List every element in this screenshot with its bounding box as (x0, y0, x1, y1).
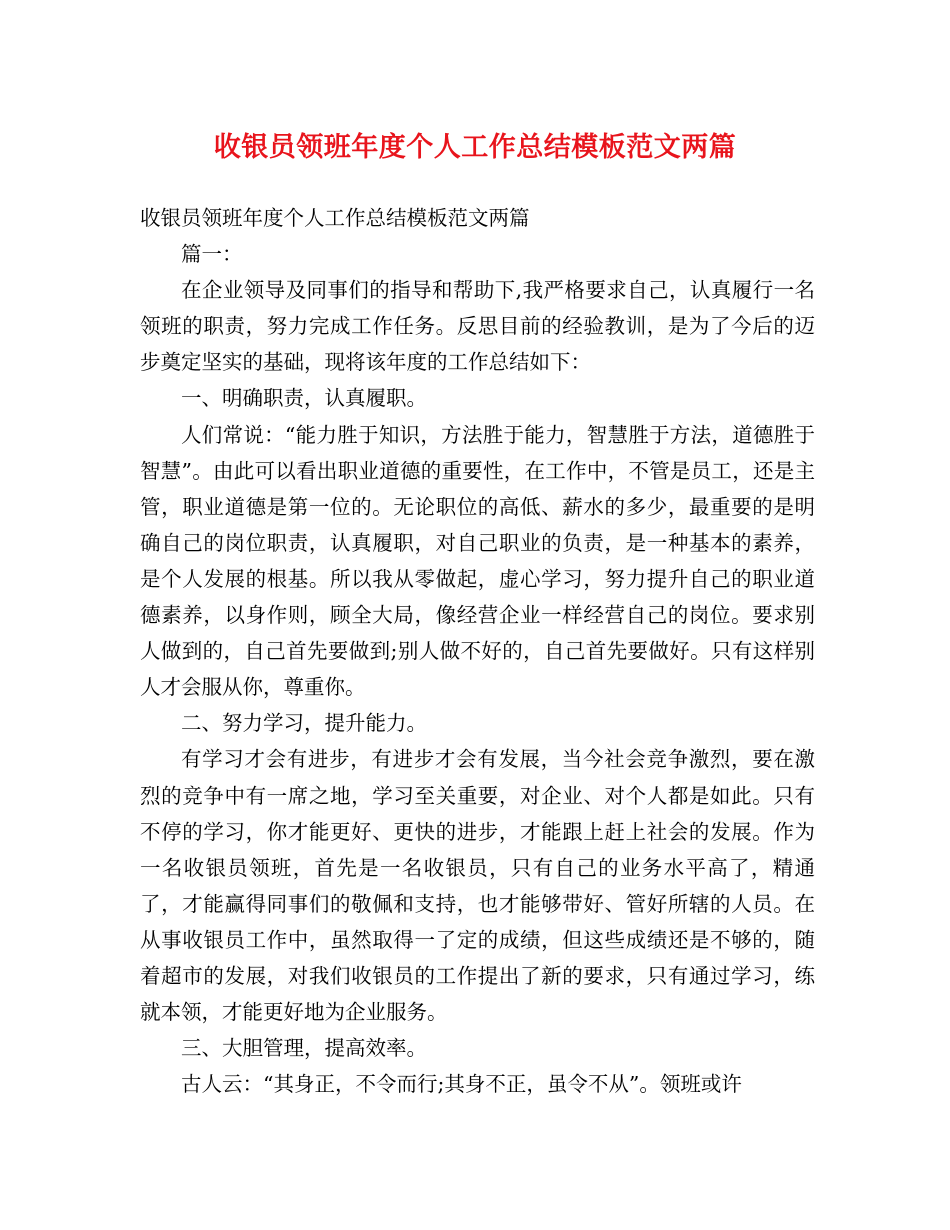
paragraph-section-3: 古人云：“其身正，不令而行;其身不正，虽令不从”。领班或许 (181, 1072, 742, 1097)
document-subtitle: 收银员领班年度个人工作总结模板范文两篇 (140, 206, 530, 230)
paragraph-intro: 在企业领导及同事们的指导和帮助下,我严格要求自己，认真履行一名领班的职责，努力完成工作任务。反思目前的经验教训，是为了今后的迈步奠定坚实的基础，现将该年度的工作总结如下： (140, 278, 815, 375)
paragraph-section-1: 人们常说：“能力胜于知识，方法胜于能力，智慧胜于方法，道德胜于智慧”。由此可以看出职业道德的重要性，在工作中，不管是员工，还是主管，职业道德是第一位的。无论职位的高低、薪水的多少，最重要的是明确自己的岗位职责，认真履职，对自己职业的负责，是一种基本的素养，是个人发展的根基。所以我从零做起，虚心学习，努力提升自己的职业道德素养，以身作则，顾全大局，像经营企业一样经营自己的岗位。要求别人做到的，自己首先要做到;别人做不好的，自己首先要做好。只有这样别人才会服从你，尊重你。 (140, 422, 815, 700)
document-body (140, 200, 815, 1102)
document-title: 收银员领班年度个人工作总结模板范文两篇 (213, 132, 737, 163)
paragraph-part-one-label: 篇一： (181, 242, 243, 267)
paragraph-section-2: 有学习才会有进步，有进步才会有发展，当今社会竞争激烈，要在激烈的竞争中有一席之地，学习至关重要，对企业、对个人都是如此。只有不停的学习，你才能更好、更快的进步，才能跟上赶上社会的发展。作为一名收银员领班，首先是一名收银员，只有自己的业务水平高了，精通了，才能赢得同事们的敬佩和支持，也才能够带好、管好所辖的人员。在从事收银员工作中，虽然取得一了定的成绩，但这些成绩还是不够的，随着超市的发展，对我们收银员的工作提出了新的要求，只有通过学习，练就本领，才能更好地为企业服务。 (140, 747, 815, 1025)
section-heading-1: 一、明确职责，认真履职。 (181, 386, 427, 411)
section-heading-2: 二、努力学习，提升能力。 (181, 711, 427, 736)
section-heading-3: 三、大胆管理，提高效率。 (181, 1036, 427, 1061)
